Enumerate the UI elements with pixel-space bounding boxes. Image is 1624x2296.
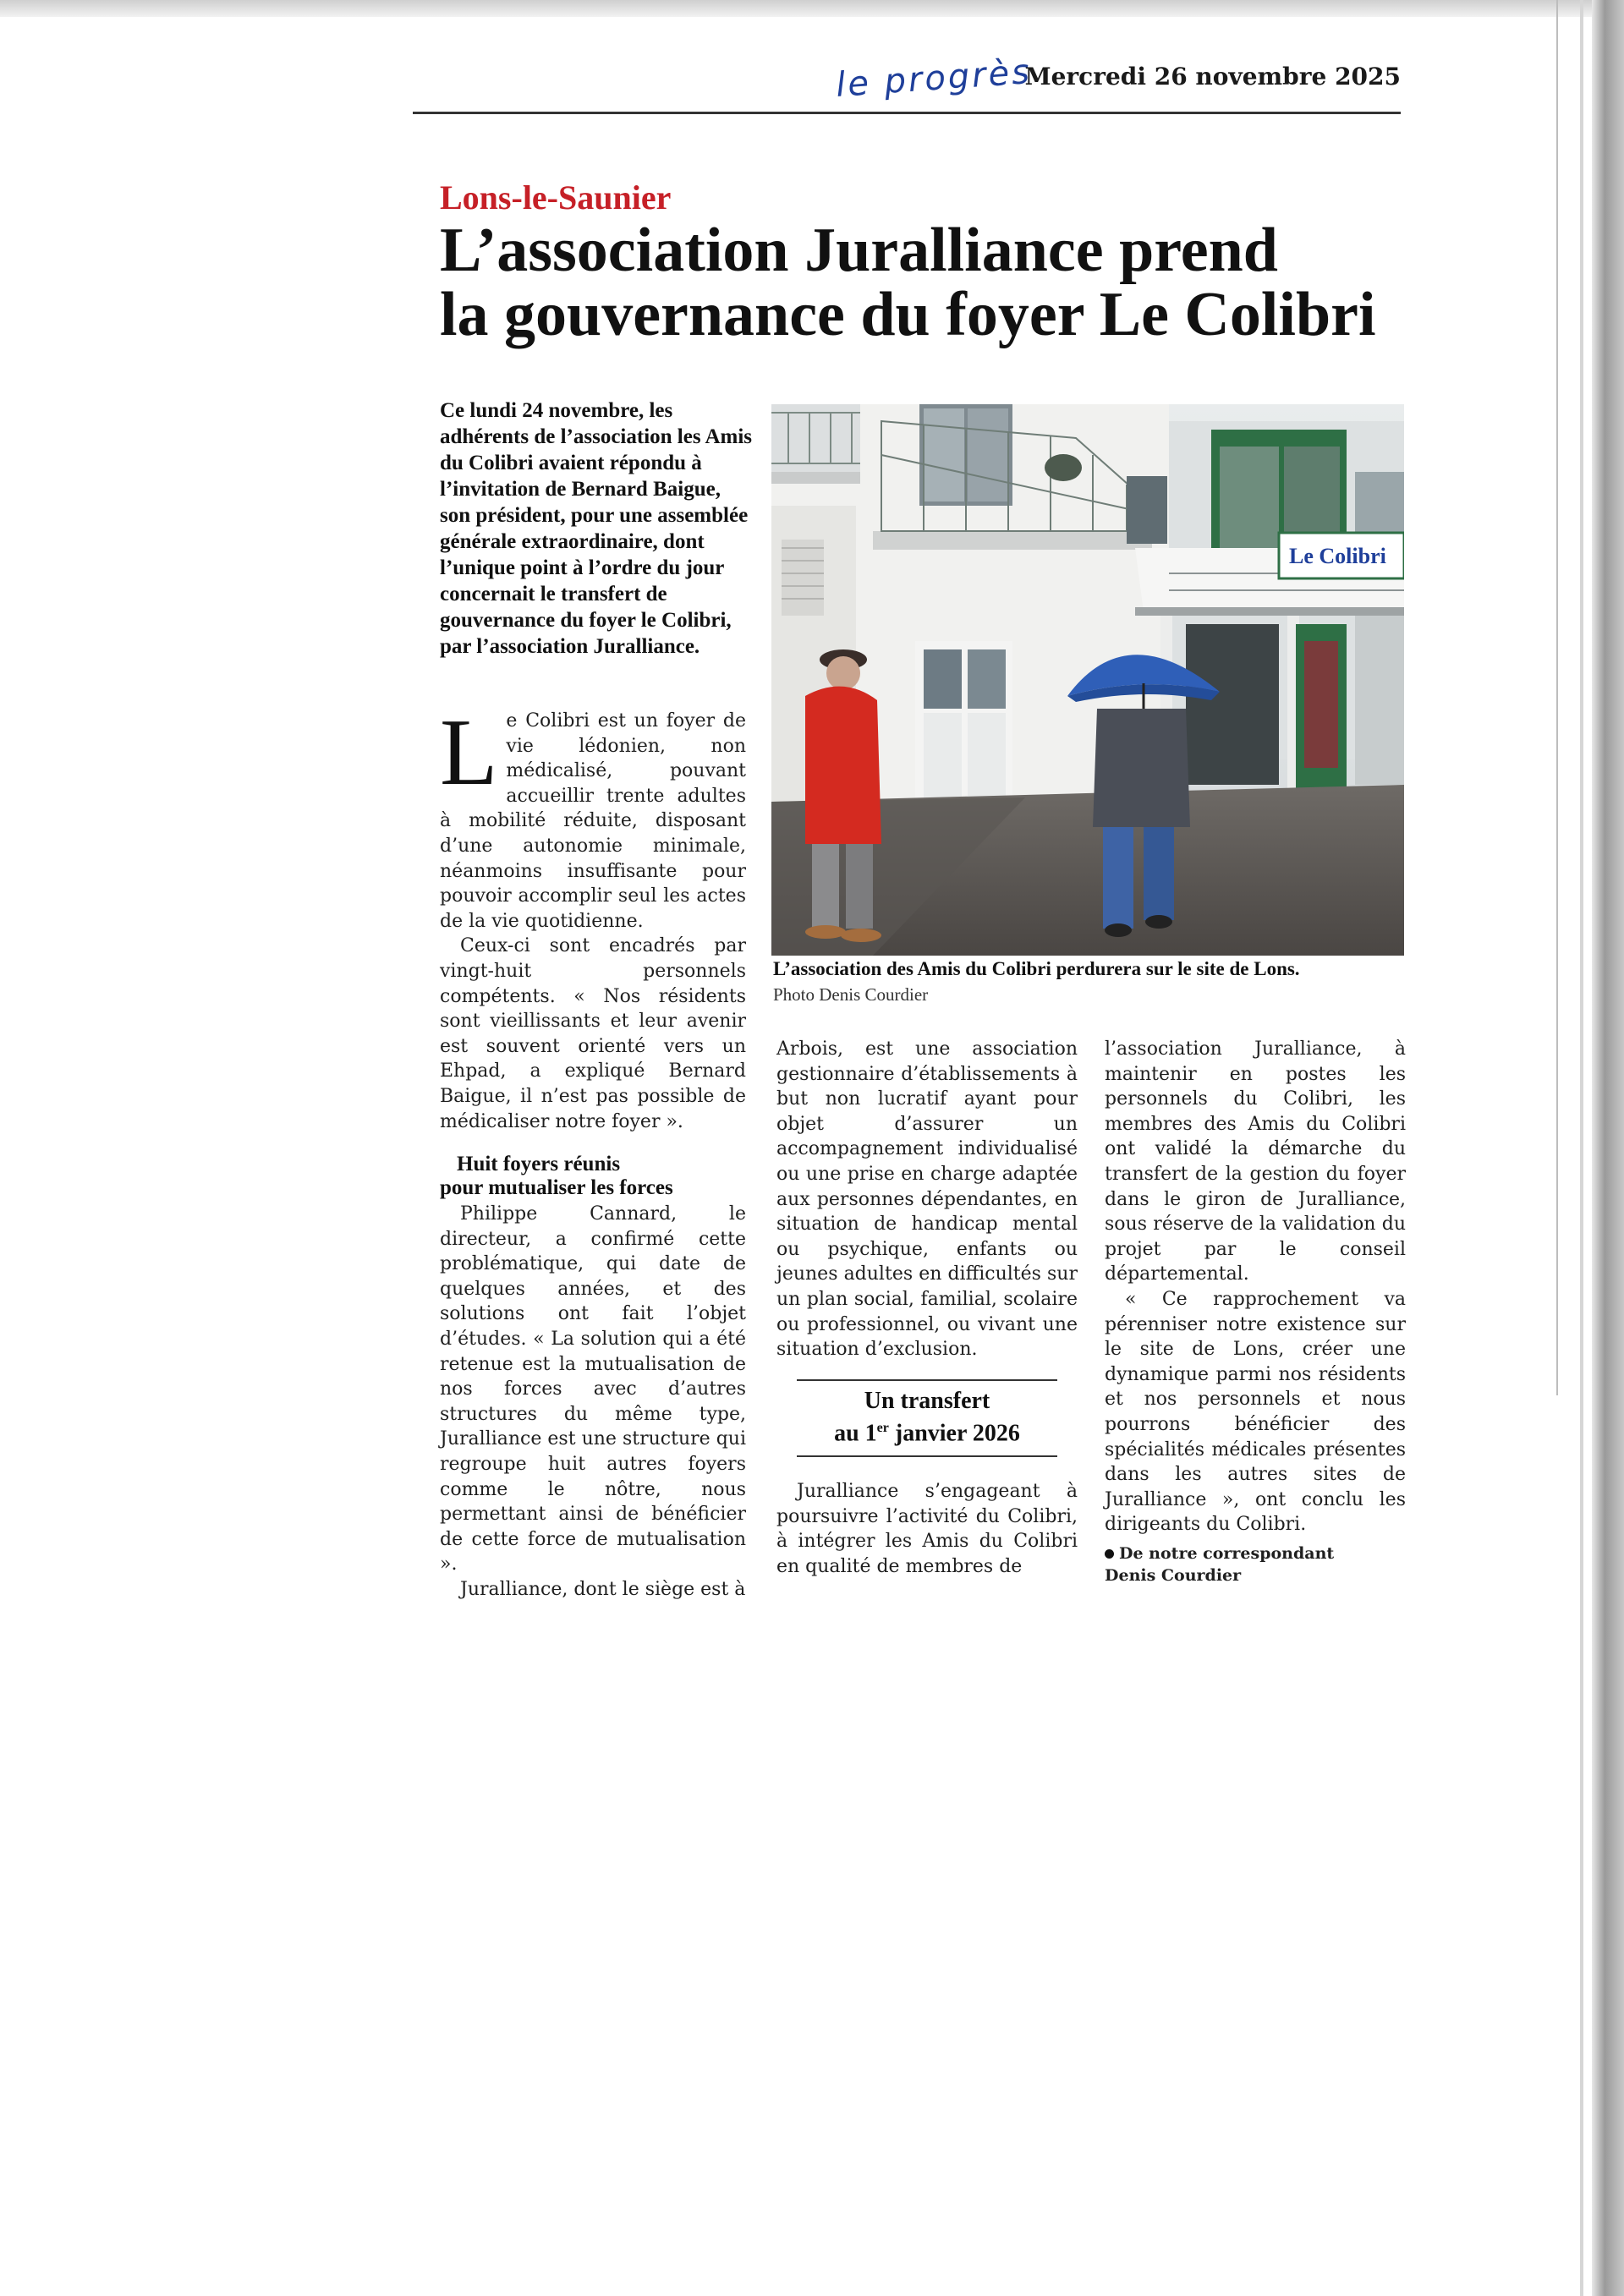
page-header xyxy=(413,52,1401,114)
paragraph: Philippe Cannard, le directeur, a confirmé cette problématique, qui date de quelques années, et des solutions ont fait l’objet d’études. « La solution qui a été retenue est la mutualisation de nos forces avec d’autres structures du même type, Juralliance est une structure qui regroupe huit autres foyers comme le nôtre, nous permettant ainsi de bénéficier de cette force de mutualisation ». xyxy=(440,1203,746,1575)
subheading-line: Huit foyers réunis xyxy=(457,1153,621,1176)
author-signoff xyxy=(1105,1543,1406,1586)
author-name: Denis Courdier xyxy=(1105,1565,1242,1585)
article-column-3 xyxy=(1105,1037,1406,1586)
interheading-transfert xyxy=(797,1379,1057,1457)
scan-fold-line xyxy=(1556,0,1558,1395)
interheading-sup: er xyxy=(876,1420,889,1435)
title-line-1: L’association Juralliance prend xyxy=(440,216,1278,285)
colibri-sign-text: Le Colibri xyxy=(1289,544,1386,568)
scan-edge-line xyxy=(1580,0,1583,2296)
scan-right-edge xyxy=(1592,0,1624,2296)
issue-date: Mercredi 26 novembre 2025 xyxy=(1024,63,1401,90)
photo-illustration xyxy=(771,404,1404,956)
subheading-forces xyxy=(440,1153,746,1200)
paragraph: Juralliance s’engageant à poursuivre l’activité du Colibri, à intégrer les Amis du Colibri en qualité de membres de xyxy=(776,1481,1078,1577)
article-photo xyxy=(771,404,1404,956)
photo-credit: Photo Denis Courdier xyxy=(773,984,929,1005)
drop-cap: L xyxy=(440,700,498,805)
paragraph: Ceux-ci sont encadrés par vingt-huit personnels compétents. « Nos résidents sont vieillissants et leur avenir est souvent orienté vers un Ehpad, a expliqué Bernard Baigue, il n’est pas possible de médicaliser notre foyer ». xyxy=(440,935,746,1132)
signoff-line: De notre correspondant xyxy=(1119,1543,1335,1563)
handwritten-paper-name: le progrès xyxy=(834,52,1034,106)
interheading-suffix: janvier 2026 xyxy=(888,1420,1020,1447)
bullet-icon xyxy=(1105,1549,1114,1559)
title-line-2: la gouvernance du foyer Le Colibri xyxy=(440,280,1376,349)
paragraph: Arbois, est une association gestionnaire d’établissements à but non lucratif ayant pour objet d’assurer un accompagnement individualisé ou une prise en charge adaptée aux personnes dépendantes, en situation de handicap mental ou psychique, enfants ou jeunes adultes en difficultés sur un plan social, familial, scolaire ou professionnel, ou vivant une situation d’exclusion. xyxy=(776,1038,1078,1361)
article-title xyxy=(440,218,1413,347)
paragraph: Juralliance, dont le siège est à xyxy=(460,1579,746,1600)
paragraph: l’association Juralliance, à maintenir en postes les personnels du Colibri, les membres des Amis du Colibri ont validé la démarche du transfert de la gestion du foyer dans le giron de Juralliance, sous réserve de la validation du projet par le conseil départemental. xyxy=(1105,1038,1406,1285)
interheading-line: Un transfert xyxy=(864,1387,990,1414)
article-kicker: Lons-le-Saunier xyxy=(440,178,672,216)
subheading-line: pour mutualiser les forces xyxy=(440,1176,673,1200)
article-lead: Ce lundi 24 novembre, les adhérents de l’association les Amis du Colibri avaient répondu à l’invitation de Bernard Baigue, son président, pour une assemblée générale extraordinaire, dont l’unique point à l’ordre du jour concernait le transfert de gouvernance du foyer le Colibri, par l’association Juralliance. xyxy=(440,399,752,658)
article-column-2 xyxy=(776,1037,1078,1579)
paragraph: « Ce rapprochement va pérenniser notre existence sur le site de Lons, créer une dynamique parmi nos résidents et nos personnels et nous pourrons bénéficier des spécialités médicales présentes dans les autres sites de Juralliance », ont conclu les dirigeants du Colibri. xyxy=(1105,1288,1406,1536)
interheading-prefix: au 1 xyxy=(834,1420,877,1447)
paragraph xyxy=(440,700,746,934)
paragraph-text: e Colibri est un foyer de vie lédonien, non médicalisé, pouvant accueillir trente adultes à mobilité réduite, disposant d’une autonomie minimale, néanmoins insuffisante pour pouvoir accomplir seul les actes de la vie quotidienne. xyxy=(440,710,746,932)
article-column-1 xyxy=(440,700,746,1603)
scan-top-edge xyxy=(0,0,1624,17)
photo-caption: L’association des Amis du Colibri perdurera sur le site de Lons. xyxy=(773,958,1300,979)
